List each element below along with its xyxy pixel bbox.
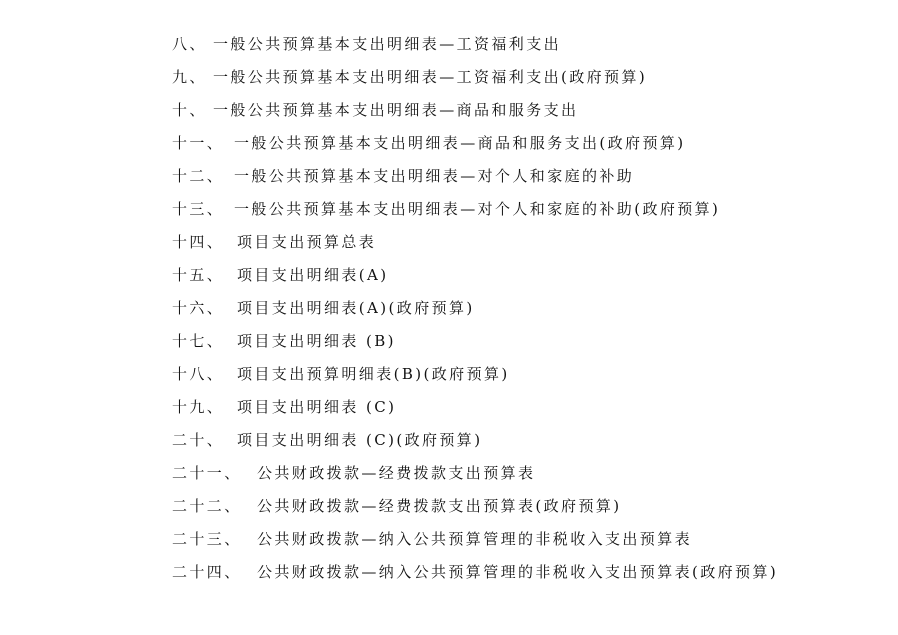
toc-item-number: 十、 bbox=[172, 101, 207, 119]
toc-item-number: 二十三、 bbox=[172, 530, 242, 548]
toc-item bbox=[0, 99, 898, 132]
toc-item-number: 十五、 bbox=[172, 266, 225, 284]
toc-item bbox=[0, 165, 898, 198]
toc-item bbox=[0, 462, 898, 495]
toc-item-title: 公共财政拨款—纳入公共预算管理的非税收入支出预算表(政府预算) bbox=[257, 563, 779, 581]
toc-item-number: 十四、 bbox=[172, 233, 225, 251]
toc-item-title: 公共财政拨款—纳入公共预算管理的非税收入支出预算表 bbox=[257, 530, 693, 548]
toc-item-title: 公共财政拨款—经费拨款支出预算表(政府预算) bbox=[257, 497, 622, 515]
toc-item-number: 十六、 bbox=[172, 299, 225, 317]
toc-item bbox=[0, 33, 898, 66]
toc-item bbox=[0, 396, 898, 429]
toc-item-title: 一般公共预算基本支出明细表—工资福利支出 bbox=[213, 35, 562, 53]
toc-item-title: 项目支出明细表 (C) bbox=[237, 398, 397, 416]
toc-item bbox=[0, 528, 898, 561]
toc-item-number: 十九、 bbox=[172, 398, 225, 416]
toc-item bbox=[0, 495, 898, 528]
toc-item bbox=[0, 363, 898, 396]
toc-item-title: 一般公共预算基本支出明细表—对个人和家庭的补助 bbox=[234, 167, 635, 185]
toc-item-title: 公共财政拨款—经费拨款支出预算表 bbox=[257, 464, 536, 482]
toc-item bbox=[0, 264, 898, 297]
toc-item-title: 项目支出明细表(A)(政府预算) bbox=[237, 299, 475, 317]
toc-item-title: 项目支出预算明细表(B)(政府预算) bbox=[237, 365, 510, 383]
toc-item-number: 二十四、 bbox=[172, 563, 242, 581]
toc-item-number: 十三、 bbox=[172, 200, 225, 218]
toc-item-number: 二十二、 bbox=[172, 497, 242, 515]
toc-item-number: 十二、 bbox=[172, 167, 225, 185]
toc-item-number: 二十、 bbox=[172, 431, 225, 449]
toc-item-title: 项目支出明细表 (B) bbox=[237, 332, 396, 350]
toc-item-number: 十一、 bbox=[172, 134, 225, 152]
toc-item-title: 一般公共预算基本支出明细表—商品和服务支出(政府预算) bbox=[234, 134, 686, 152]
toc-item-number: 九、 bbox=[172, 68, 207, 86]
toc-item-number: 十七、 bbox=[172, 332, 225, 350]
toc-item bbox=[0, 429, 898, 462]
toc-item-title: 项目支出预算总表 bbox=[237, 233, 377, 251]
toc-item bbox=[0, 561, 898, 594]
toc-item bbox=[0, 132, 898, 165]
toc-item-title: 一般公共预算基本支出明细表—商品和服务支出 bbox=[213, 101, 579, 119]
toc-item-number: 二十一、 bbox=[172, 464, 242, 482]
table-of-contents bbox=[0, 33, 898, 594]
toc-item-title: 一般公共预算基本支出明细表—工资福利支出(政府预算) bbox=[213, 68, 648, 86]
toc-item-title: 一般公共预算基本支出明细表—对个人和家庭的补助(政府预算) bbox=[234, 200, 721, 218]
toc-item-title: 项目支出明细表(A) bbox=[237, 266, 389, 284]
toc-item bbox=[0, 66, 898, 99]
toc-item-number: 十八、 bbox=[172, 365, 225, 383]
toc-item bbox=[0, 297, 898, 330]
toc-item bbox=[0, 330, 898, 363]
toc-item-number: 八、 bbox=[172, 35, 207, 53]
toc-item bbox=[0, 231, 898, 264]
toc-item bbox=[0, 198, 898, 231]
toc-item-title: 项目支出明细表 (C)(政府预算) bbox=[237, 431, 483, 449]
